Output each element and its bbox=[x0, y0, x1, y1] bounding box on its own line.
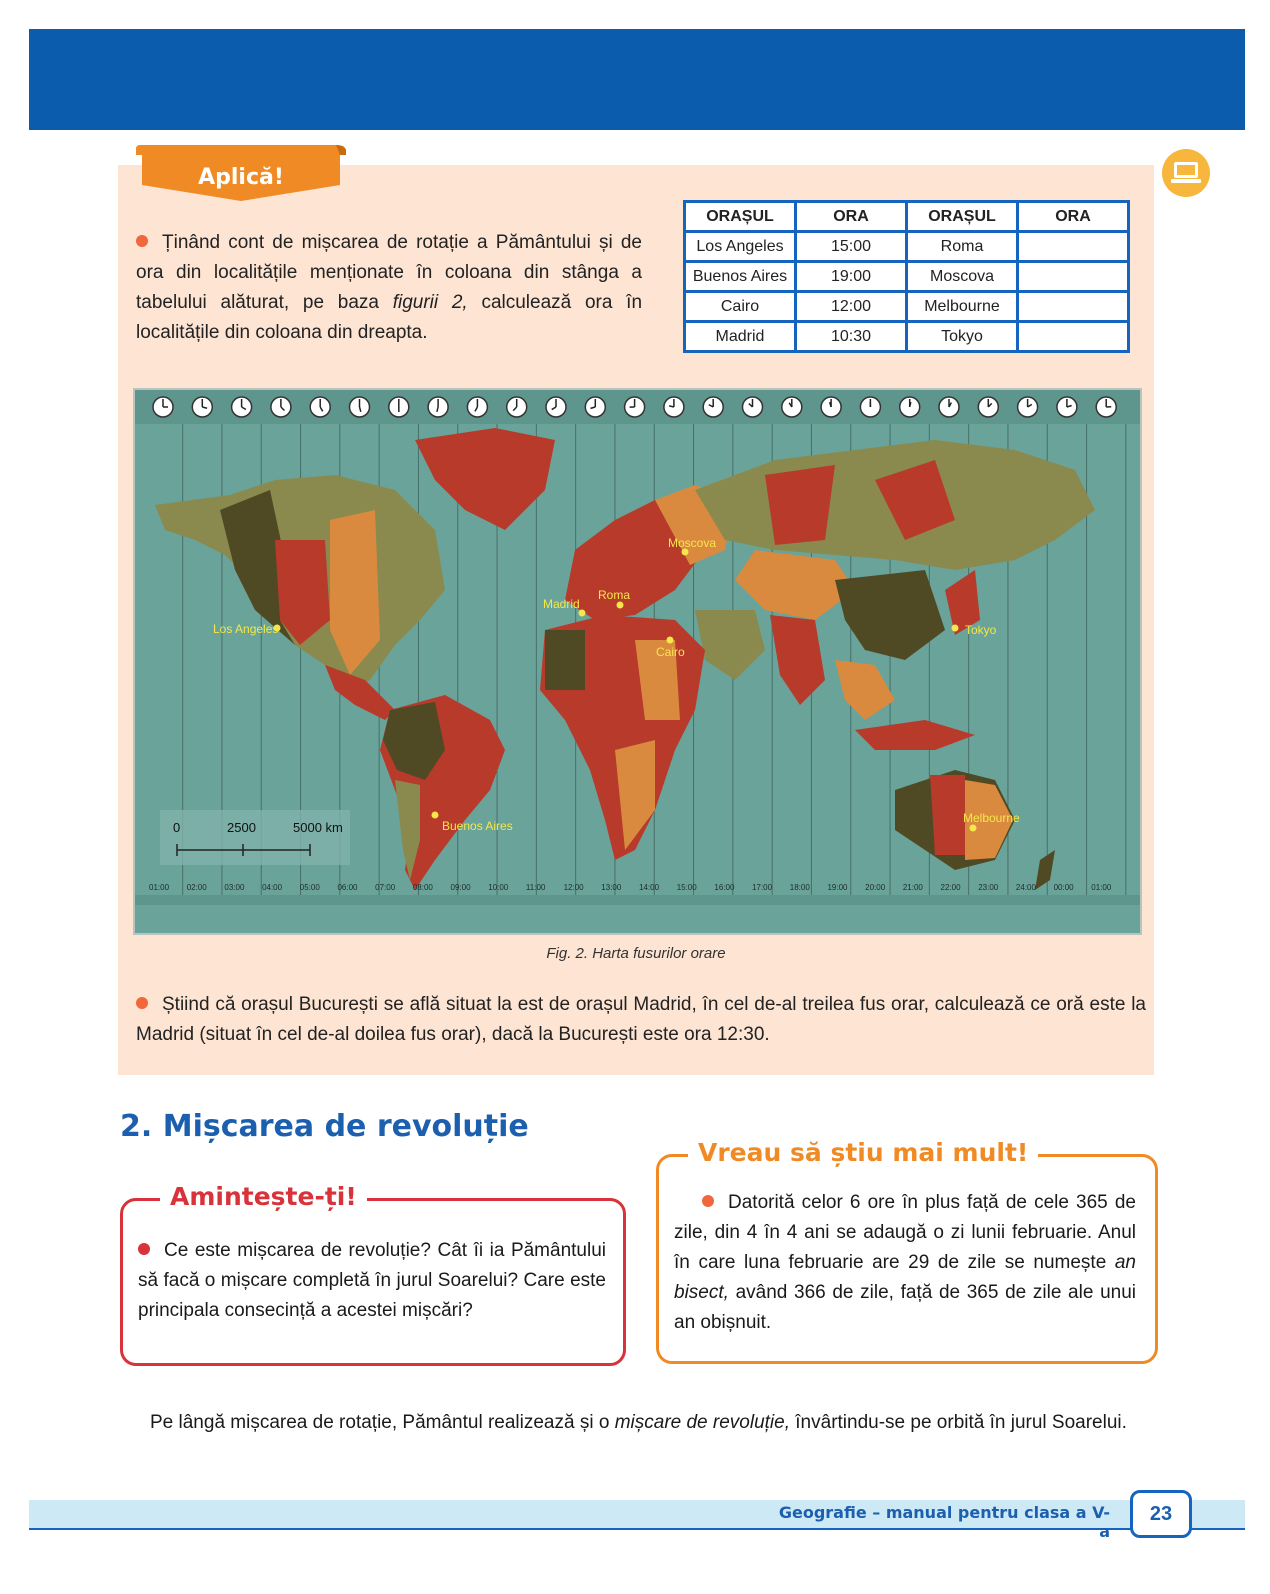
bullet-dot bbox=[138, 1243, 150, 1255]
hour-label: 06:00 bbox=[337, 883, 358, 892]
bullet-dot bbox=[702, 1195, 714, 1207]
hour-label: 19:00 bbox=[827, 883, 848, 892]
table-header: ORAȘUL bbox=[907, 202, 1018, 232]
clock-icon bbox=[153, 397, 173, 417]
city-label-buenos-aires: Buenos Aires bbox=[442, 819, 513, 833]
clock-icon bbox=[703, 397, 723, 417]
clock-icon bbox=[743, 397, 763, 417]
figure-caption: Fig. 2. Harta fusurilor orare bbox=[546, 945, 726, 962]
aplica-bullet-1: Ținând cont de mișcarea de rotație a Pământului și de ora din localitățile menționate în coloana din stânga a tabelului alăturat, pe baza figurii 2, calculează ora în localitățile din coloana din dreapta. bbox=[136, 232, 643, 343]
clock-icon bbox=[782, 397, 802, 417]
city-label-melbourne: Melbourne bbox=[963, 811, 1020, 825]
hour-label: 01:00 bbox=[149, 883, 170, 892]
clock-icon bbox=[271, 397, 291, 417]
bullet-dot bbox=[136, 997, 148, 1009]
aminteste-text: Ce este mișcarea de revoluție? Cât îi ia Pământului să facă o mișcare completă în jurul Soarelui? Care este principala consecință a acestei mișcări? bbox=[138, 1240, 606, 1321]
aplica-label: Aplică! bbox=[198, 165, 284, 190]
clock-icon bbox=[664, 397, 684, 417]
clock-icon bbox=[546, 397, 566, 417]
table-cell: 10:30 bbox=[796, 322, 907, 352]
footer-text: Geografie – manual pentru clasa a V-a bbox=[778, 1503, 1110, 1541]
clock-icon bbox=[625, 397, 645, 417]
table-cell: Buenos Aires bbox=[685, 262, 796, 292]
hour-label: 03:00 bbox=[224, 883, 245, 892]
table-cell: 12:00 bbox=[796, 292, 907, 322]
clock-icon bbox=[1057, 397, 1077, 417]
hour-label: 02:00 bbox=[186, 883, 207, 892]
time-zone-map bbox=[133, 388, 1142, 935]
hour-label: 13:00 bbox=[601, 883, 622, 892]
section-title: 2. Mișcarea de revoluție bbox=[120, 1109, 529, 1144]
table-cell: Moscova bbox=[907, 262, 1018, 292]
table-cell: Tokyo bbox=[907, 322, 1018, 352]
scale-label: 2500 bbox=[227, 820, 256, 835]
clock-icon bbox=[192, 397, 212, 417]
page-number: 23 bbox=[1130, 1490, 1192, 1538]
table-header: ORA bbox=[796, 202, 907, 232]
hour-label: 12:00 bbox=[563, 883, 584, 892]
hour-label: 24:00 bbox=[1015, 883, 1036, 892]
map-graphic bbox=[135, 390, 1140, 933]
table-header: ORA bbox=[1018, 202, 1129, 232]
table-cell bbox=[1018, 322, 1129, 352]
clock-icon bbox=[585, 397, 605, 417]
hour-label: 23:00 bbox=[978, 883, 999, 892]
clock-icon bbox=[389, 397, 409, 417]
clock-icon bbox=[428, 397, 448, 417]
clock-icon bbox=[232, 397, 252, 417]
table-cell: 15:00 bbox=[796, 232, 907, 262]
body-paragraph: Pe lângă mișcarea de rotație, Pământul realizează și o mișcare de revoluție, învârtindu-se pe orbită în jurul Soarelui. bbox=[150, 1412, 1127, 1433]
hour-label: 00:00 bbox=[1053, 883, 1074, 892]
scale-label: 5000 km bbox=[293, 820, 343, 835]
clock-icon bbox=[978, 397, 998, 417]
vreau-title: Vreau să știu mai mult! bbox=[688, 1138, 1038, 1167]
aminteste-title: Amintește-ți! bbox=[160, 1182, 367, 1211]
table-cell: Cairo bbox=[685, 292, 796, 322]
hour-label: 07:00 bbox=[375, 883, 396, 892]
hour-label: 04:00 bbox=[262, 883, 283, 892]
scale-label: 0 bbox=[173, 820, 181, 835]
clock-icon bbox=[860, 397, 880, 417]
table-row bbox=[685, 292, 1129, 322]
table-header: ORAȘUL bbox=[685, 202, 796, 232]
clock-icon bbox=[310, 397, 330, 417]
table-cell: 19:00 bbox=[796, 262, 907, 292]
hour-label: 01:00 bbox=[1091, 883, 1112, 892]
hour-label: 21:00 bbox=[902, 883, 923, 892]
table-row bbox=[685, 232, 1129, 262]
city-label-cairo: Cairo bbox=[656, 645, 685, 659]
hour-label: 15:00 bbox=[676, 883, 697, 892]
table-header-row bbox=[685, 202, 1129, 232]
hour-label: 17:00 bbox=[752, 883, 773, 892]
hour-label: 09:00 bbox=[450, 883, 471, 892]
city-label-moscova: Moscova bbox=[668, 536, 717, 550]
computer-icon bbox=[1161, 148, 1211, 198]
hour-label: 14:00 bbox=[639, 883, 660, 892]
table-cell: Madrid bbox=[685, 322, 796, 352]
table-cell: Melbourne bbox=[907, 292, 1018, 322]
time-table bbox=[683, 200, 1130, 353]
hour-label: 20:00 bbox=[865, 883, 886, 892]
table-cell: Los Angeles bbox=[685, 232, 796, 262]
table-row bbox=[685, 322, 1129, 352]
clock-icon bbox=[1096, 397, 1116, 417]
clock-icon bbox=[350, 397, 370, 417]
bullet-dot bbox=[136, 235, 148, 247]
table-cell bbox=[1018, 262, 1129, 292]
hour-label: 08:00 bbox=[412, 883, 433, 892]
clock-icon bbox=[507, 397, 527, 417]
hour-label: 05:00 bbox=[299, 883, 320, 892]
table-cell: Roma bbox=[907, 232, 1018, 262]
clock-icon bbox=[821, 397, 841, 417]
clock-icon bbox=[900, 397, 920, 417]
hour-label: 11:00 bbox=[525, 883, 546, 892]
city-label-los-angeles: Los Angeles bbox=[213, 622, 279, 636]
table-cell bbox=[1018, 232, 1129, 262]
hour-label: 10:00 bbox=[488, 883, 509, 892]
table-row bbox=[685, 262, 1129, 292]
clock-icon bbox=[467, 397, 487, 417]
hour-label: 16:00 bbox=[714, 883, 735, 892]
city-label-tokyo: Tokyo bbox=[965, 623, 997, 637]
table-cell bbox=[1018, 292, 1129, 322]
header-bar bbox=[29, 29, 1245, 130]
clock-icon bbox=[939, 397, 959, 417]
aplica-bullet-2: Știind că orașul București se află situat la est de orașul Madrid, în cel de-al treilea fus orar, calculează ce oră este la Madrid (situat în cel de-al doilea fus orar), dacă la București este ora 12:30. bbox=[136, 994, 1146, 1045]
hour-label: 18:00 bbox=[789, 883, 810, 892]
city-label-madrid: Madrid bbox=[543, 597, 580, 611]
hour-label: 22:00 bbox=[940, 883, 961, 892]
city-label-roma: Roma bbox=[598, 588, 631, 602]
vreau-text: Datorită celor 6 ore în plus față de cele 365 de zile, din 4 în 4 ani se adaugă o zi lunii februarie. Anul în care luna februarie are 29 de zile se numește an bisect, având 366 de zile, față de 365 de zile ale unui an obișnuit. bbox=[674, 1192, 1136, 1333]
clock-icon bbox=[1018, 397, 1038, 417]
